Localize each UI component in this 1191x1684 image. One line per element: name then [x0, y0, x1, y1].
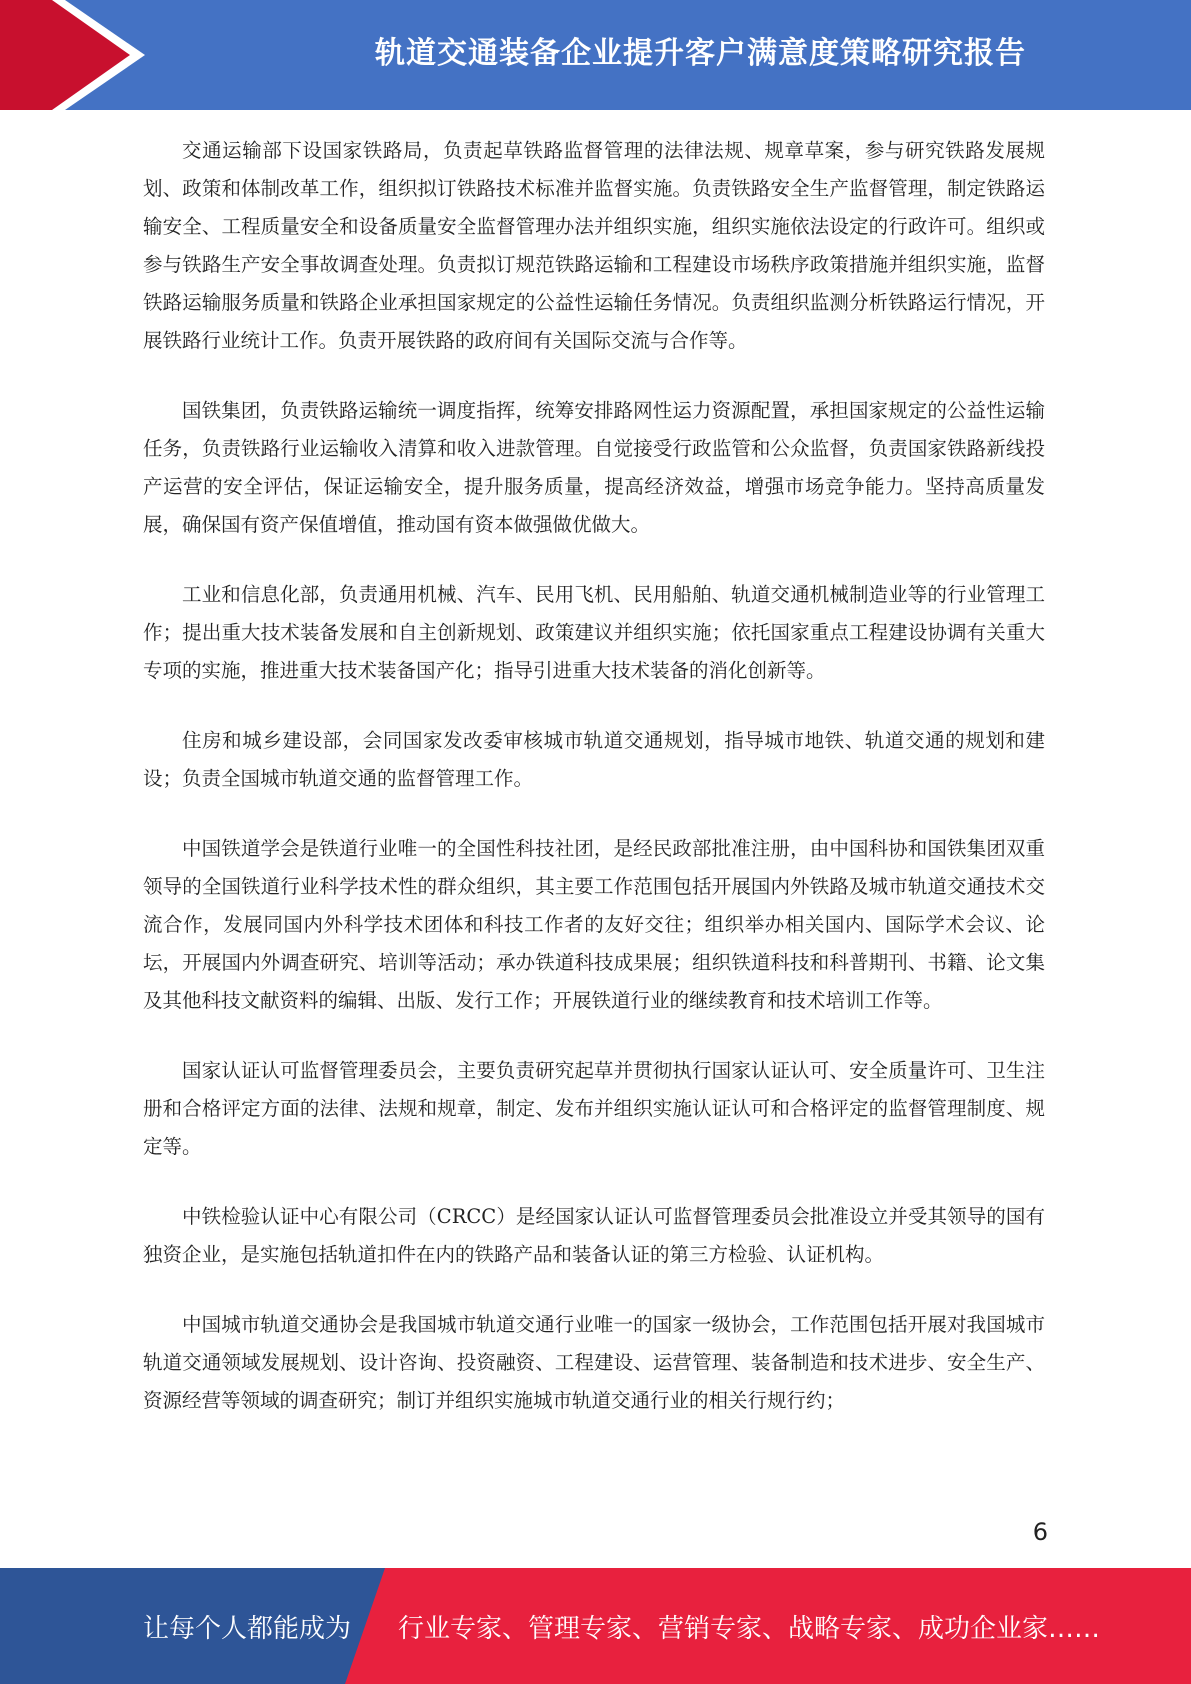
page-header [0, 0, 1191, 110]
paragraph-china-railway-group: 国铁集团，负责铁路运输统一调度指挥，统筹安排路网性运力资源配置，承担国家规定的公益性运输任务，负责铁路行业运输收入清算和收入进款管理。自觉接受行政监管和公众监督，负责国家铁路新线投产运营的安全评估，保证运输安全，提升服务质量，提高经济效益，增强市场竞争能力。坚持高质量发展，确保国有资产保值增值，推动国有资本做强做优做大。 [143, 399, 1045, 536]
paragraph-railway-bureau: 交通运输部下设国家铁路局，负责起草铁路监督管理的法律法规、规章草案，参与研究铁路发展规划、政策和体制改革工作，组织拟订铁路技术标准并监督实施。负责铁路安全生产监督管理，制定铁路运输安全、工程质量安全和设备质量安全监督管理办法并组织实施，组织实施依法设定的行政许可。组织或参与铁路生产安全事故调查处理。负责拟订规范铁路运输和工程建设市场秩序政策措施并组织实施，监督铁路运输服务质量和铁路企业承担国家规定的公益性运输任务情况。负责组织监测分析铁路运行情况，开展铁路行业统计工作。负责开展铁路的政府间有关国际交流与合作等。 [143, 139, 1045, 352]
paragraph-cnca: 国家认证认可监督管理委员会，主要负责研究起草并贯彻执行国家认证认可、安全质量许可、卫生注册和合格评定方面的法律、法规和规章，制定、发布并组织实施认证认可和合格评定的监督管理制度、规定等。 [143, 1059, 1045, 1158]
report-title: 轨道交通装备企业提升客户满意度策略研究报告 [375, 36, 1026, 71]
chevron-red-arrow [0, 0, 130, 110]
paragraph-railway-society: 中国铁道学会是铁道行业唯一的全国性科技社团，是经民政部批准注册，由中国科协和国铁集团双重领导的全国铁道行业科学技术性的群众组织，其主要工作范围包括开展国内外铁路及城市轨道交通技术交流合作，发展同国内外科学技术团体和科技工作者的友好交往；组织举办相关国内、国际学术会议、论坛，开展国内外调查研究、培训等活动；承办铁道科技成果展；组织铁道科技和科普期刊、书籍、论文集及其他科技文献资料的编辑、出版、发行工作；开展铁道行业的继续教育和技术培训工作等。 [143, 837, 1045, 1012]
page-number: 6 [1032, 1518, 1048, 1546]
footer-slogan-left: 让每个人都能成为 [143, 1613, 352, 1644]
paragraph-miit: 工业和信息化部，负责通用机械、汽车、民用飞机、民用船舶、轨道交通机械制造业等的行业管理工作；提出重大技术装备发展和自主创新规划、政策建议并组织实施；依托国家重点工程建设协调有关重大专项的实施，推进重大技术装备国产化；指导引进重大技术装备的消化创新等。 [143, 583, 1045, 682]
paragraph-housing-ministry: 住房和城乡建设部，会同国家发改委审核城市轨道交通规划，指导城市地铁、轨道交通的规划和建设；负责全国城市轨道交通的监督管理工作。 [143, 729, 1045, 790]
page-footer [0, 1568, 1191, 1684]
paragraph-urban-rail-association: 中国城市轨道交通协会是我国城市轨道交通行业唯一的国家一级协会，工作范围包括开展对我国城市轨道交通领域发展规划、设计咨询、投资融资、工程建设、运营管理、装备制造和技术进步、安全生产、资源经营等领域的调查研究；制订并组织实施城市轨道交通行业的相关行规行约； [143, 1313, 1045, 1412]
footer-slogan-right: 行业专家、管理专家、营销专家、战略专家、成功企业家…… [398, 1613, 1101, 1644]
paragraph-crcc: 中铁检验认证中心有限公司（CRCC）是经国家认证认可监督管理委员会批准设立并受其领导的国有独资企业，是实施包括轨道扣件在内的铁路产品和装备认证的第三方检验、认证机构。 [143, 1205, 1045, 1266]
main-content [143, 132, 1045, 1452]
